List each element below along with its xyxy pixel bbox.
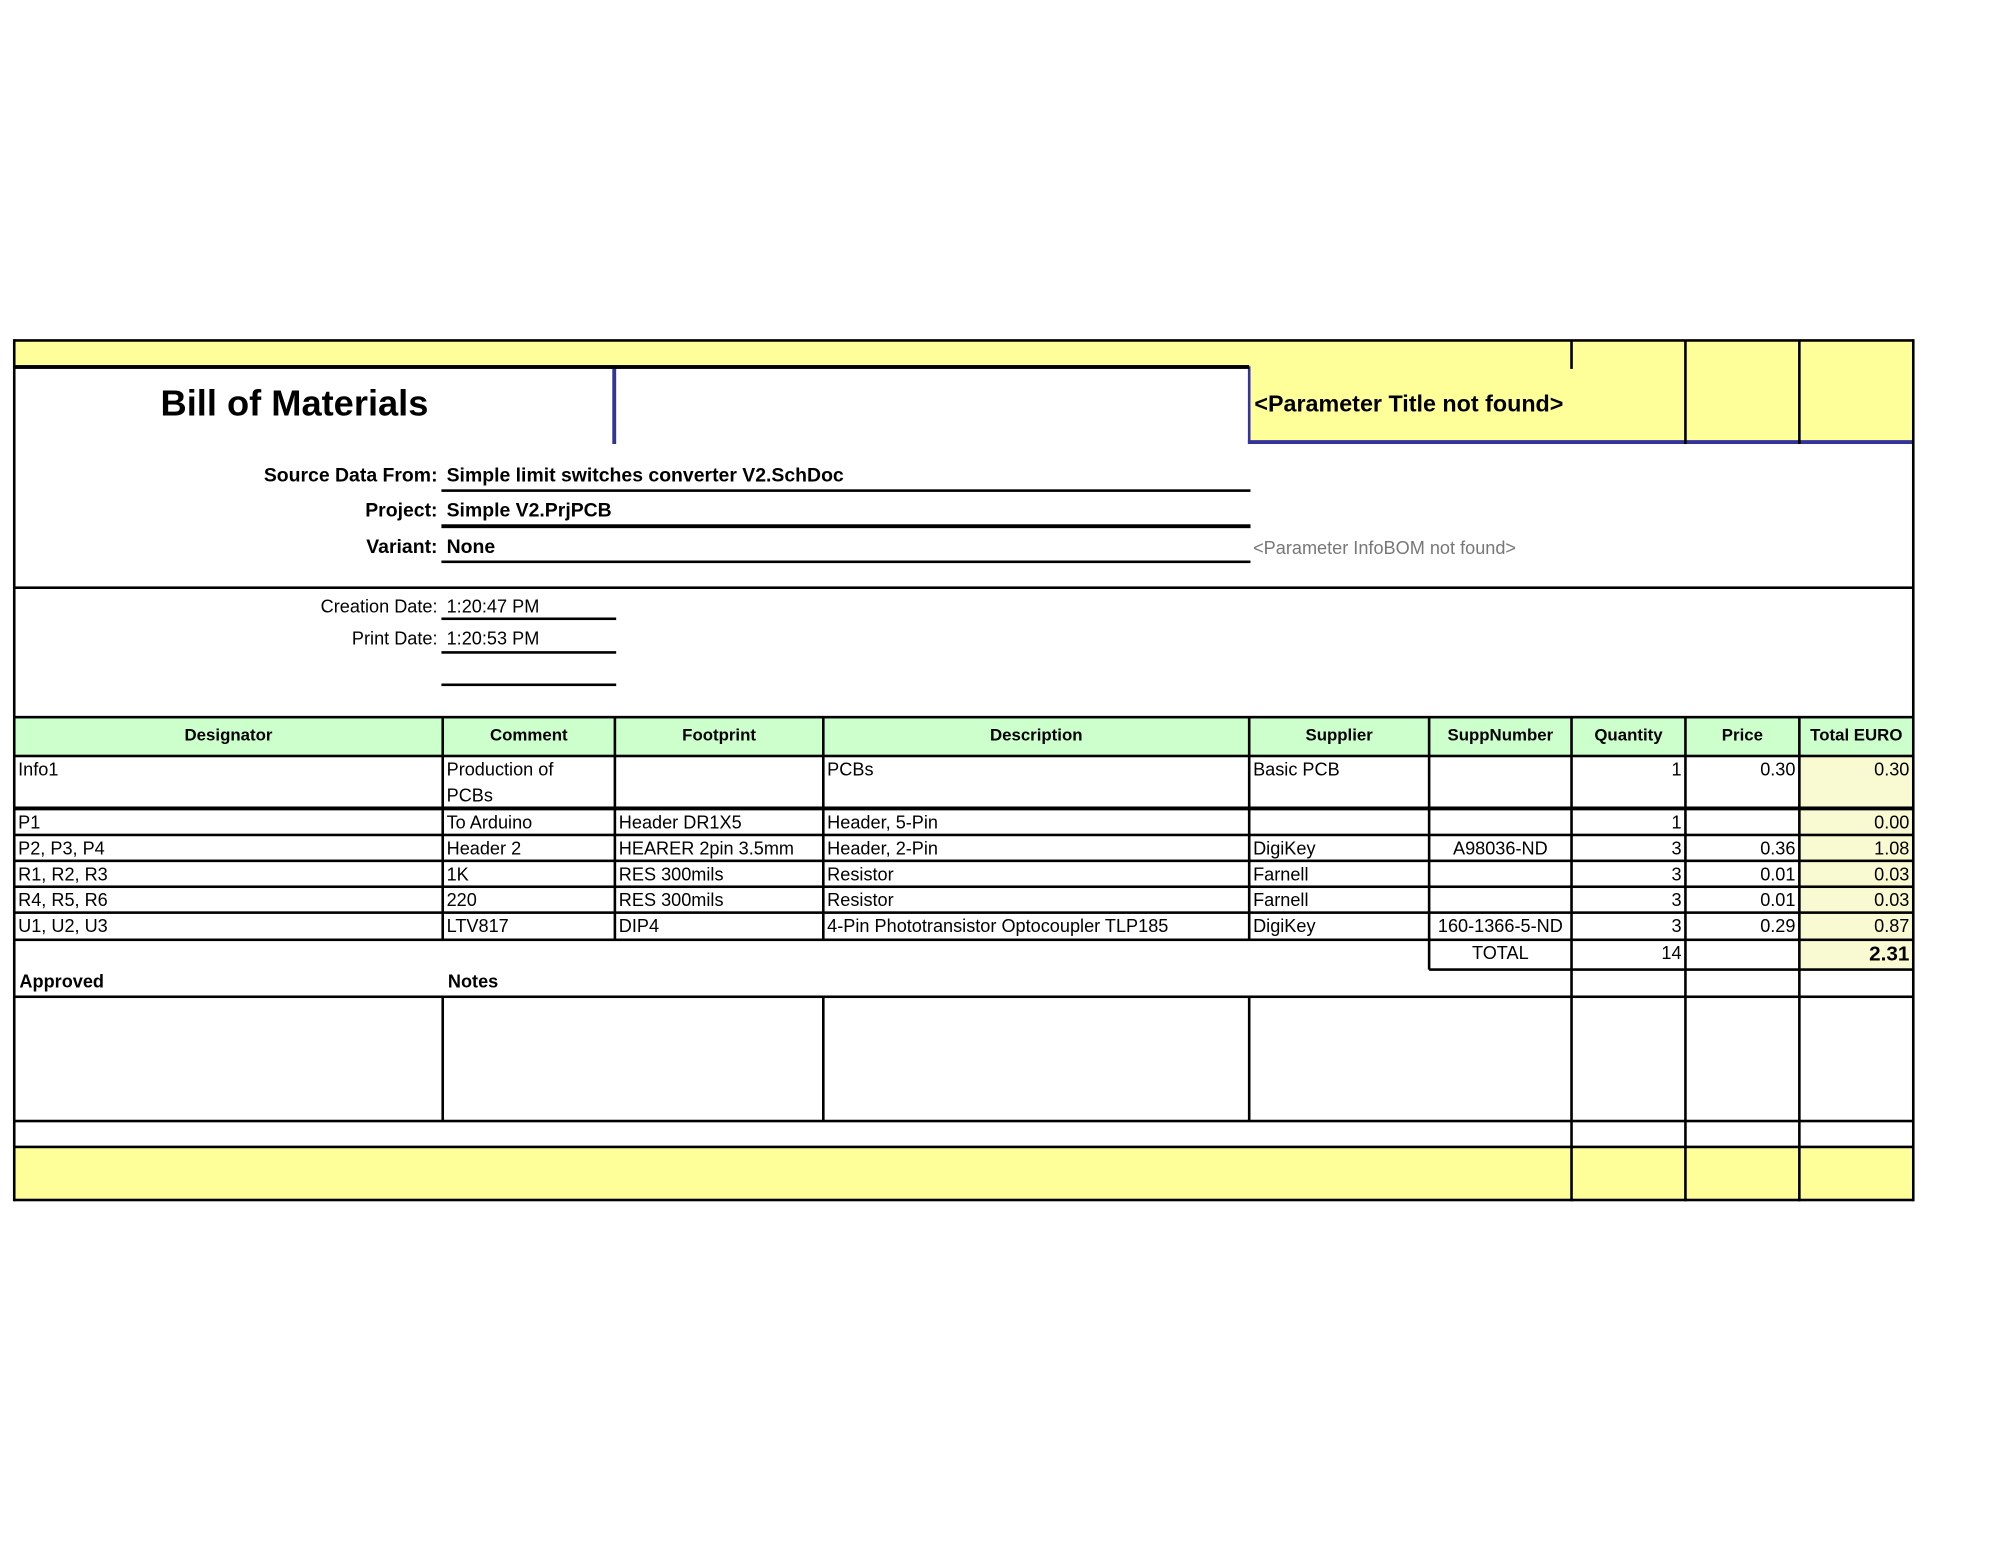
project-underline bbox=[441, 524, 1250, 528]
cell-footprint: HEARER 2pin 3.5mm bbox=[618, 837, 795, 859]
cell-supplier: Farnell bbox=[1253, 889, 1309, 911]
creation-underline bbox=[441, 617, 616, 620]
row-rule bbox=[14, 911, 1913, 914]
band-rule bbox=[1798, 340, 1801, 444]
column-header-designator: Designator bbox=[14, 717, 442, 756]
column-header-footprint: Footprint bbox=[615, 717, 823, 756]
project-value: Simple V2.PrjPCB bbox=[446, 499, 612, 522]
cell-price: 0.36 bbox=[1760, 837, 1796, 859]
title-divider bbox=[612, 368, 616, 444]
cell-footprint: Header DR1X5 bbox=[618, 811, 742, 833]
cell-price: 0.29 bbox=[1760, 915, 1796, 936]
column-header-quantity: Quantity bbox=[1572, 717, 1686, 756]
sheet-top-border bbox=[14, 339, 1913, 342]
cell-footprint: RES 300mils bbox=[618, 889, 724, 911]
sheet-bottom-border bbox=[14, 1199, 1913, 1202]
cell-suppnumber bbox=[1429, 809, 1571, 835]
cell-price: 0.01 bbox=[1760, 889, 1796, 911]
rows-bottom-rule bbox=[14, 939, 1913, 942]
sheet-right-border bbox=[1912, 339, 1915, 1201]
notes-bottom-rule bbox=[14, 1120, 1913, 1123]
cell-total: 1.08 bbox=[1799, 835, 1913, 861]
cell-suppnumber: A98036-ND bbox=[1452, 837, 1548, 859]
cell-price bbox=[1685, 809, 1799, 835]
cell-suppnumber: 160-1366-5-ND bbox=[1437, 915, 1563, 936]
source-underline bbox=[441, 489, 1250, 492]
cell-suppnumber bbox=[1429, 756, 1571, 809]
column-header-comment: Comment bbox=[443, 717, 615, 756]
cell-footprint: RES 300mils bbox=[618, 863, 724, 885]
right-column-rule bbox=[1798, 970, 1801, 1202]
right-column-rule bbox=[1684, 970, 1687, 1202]
row-rule bbox=[14, 834, 1913, 837]
notes-top-rule bbox=[14, 995, 1913, 998]
column-header-supplier: Supplier bbox=[1249, 717, 1429, 756]
source-label: Source Data From: bbox=[263, 464, 438, 487]
total-quantity: 14 bbox=[1661, 942, 1682, 964]
band-rule bbox=[1570, 340, 1573, 368]
section-divider bbox=[14, 586, 1913, 589]
cell-quantity: 1 bbox=[1671, 811, 1682, 833]
print-date-label: Print Date: bbox=[351, 627, 438, 649]
cell-suppnumber bbox=[1429, 887, 1571, 913]
cell-supplier: DigiKey bbox=[1253, 915, 1316, 936]
cell-total: 0.03 bbox=[1799, 887, 1913, 913]
column-rule bbox=[822, 717, 825, 940]
row-rule bbox=[14, 885, 1913, 888]
right-column-rule bbox=[1570, 970, 1573, 1202]
cell-suppnumber bbox=[1429, 861, 1571, 887]
parameter-title: <Parameter Title not found> bbox=[1254, 390, 1564, 417]
source-value: Simple limit switches converter V2.SchDoc bbox=[446, 464, 844, 487]
cell-quantity: 3 bbox=[1671, 915, 1682, 936]
cell-description: PCBs bbox=[827, 758, 874, 780]
cell-footprint: DIP4 bbox=[618, 915, 660, 936]
column-header-price: Price bbox=[1685, 717, 1799, 756]
header-bottom-rule bbox=[14, 755, 1913, 758]
cell-designator: P1 bbox=[18, 811, 41, 833]
cell-quantity: 3 bbox=[1671, 863, 1682, 885]
column-rule bbox=[1684, 717, 1687, 940]
cell-comment: To Arduino bbox=[446, 811, 533, 833]
cell-designator: U1, U2, U3 bbox=[18, 915, 108, 936]
cell-comment: Production of PCBs bbox=[446, 758, 554, 806]
notes-rule bbox=[822, 997, 825, 1121]
top-band bbox=[14, 340, 1913, 367]
cell-price: 0.01 bbox=[1760, 863, 1796, 885]
creation-date-label: Creation Date: bbox=[320, 595, 438, 617]
grand-total: 2.31 bbox=[1799, 940, 1913, 970]
column-header-total: Total EURO bbox=[1799, 717, 1913, 756]
cell-price: 0.30 bbox=[1760, 758, 1796, 780]
notes-label: Notes bbox=[447, 970, 499, 992]
title-top-rule bbox=[14, 365, 1249, 369]
sheet-left-border bbox=[13, 339, 16, 1201]
variant-underline bbox=[441, 561, 1250, 564]
column-header-description: Description bbox=[823, 717, 1249, 756]
cell-quantity: 3 bbox=[1671, 837, 1682, 859]
cell-total: 0.87 bbox=[1799, 913, 1913, 940]
column-rule bbox=[1570, 717, 1573, 940]
cell-description: Resistor bbox=[827, 863, 894, 885]
column-rule bbox=[1798, 717, 1801, 940]
column-header-suppnumber: SuppNumber bbox=[1429, 717, 1571, 756]
cell-designator: R4, R5, R6 bbox=[18, 889, 108, 911]
cell-total: 0.30 bbox=[1799, 756, 1913, 809]
totals-rule bbox=[1570, 940, 1573, 970]
cell-designator: R1, R2, R3 bbox=[18, 863, 108, 885]
notes-rule bbox=[441, 997, 444, 1121]
cell-description: Header, 5-Pin bbox=[827, 811, 939, 833]
cell-supplier bbox=[1249, 809, 1429, 835]
print-date-value: 1:20:53 PM bbox=[446, 627, 540, 649]
cell-comment: 1K bbox=[446, 863, 469, 885]
cell-comment: 220 bbox=[446, 889, 477, 911]
cell-comment: LTV817 bbox=[446, 915, 509, 936]
print-underline bbox=[441, 651, 616, 654]
total-label: TOTAL bbox=[1471, 942, 1529, 964]
totals-bottom-rule bbox=[1429, 968, 1913, 971]
cell-description: Header, 2-Pin bbox=[827, 837, 939, 859]
cell-supplier: DigiKey bbox=[1253, 837, 1316, 859]
notes-rule bbox=[1248, 997, 1251, 1121]
bottom-band bbox=[14, 1147, 1913, 1200]
creation-date-value: 1:20:47 PM bbox=[446, 595, 540, 617]
variant-label: Variant: bbox=[366, 535, 438, 558]
bottom-band-rule bbox=[14, 1146, 1913, 1149]
cell-designator: Info1 bbox=[18, 758, 59, 780]
column-rule bbox=[441, 717, 444, 940]
cell-supplier: Farnell bbox=[1253, 863, 1309, 885]
cell-supplier: Basic PCB bbox=[1253, 758, 1340, 780]
approved-label: Approved bbox=[19, 970, 105, 992]
totals-rule bbox=[1684, 940, 1687, 970]
cell-description: Resistor bbox=[827, 889, 894, 911]
column-rule bbox=[1428, 717, 1431, 940]
row-rule bbox=[14, 806, 1913, 810]
page-title: Bill of Materials bbox=[160, 383, 429, 424]
cell-total: 0.00 bbox=[1799, 809, 1913, 835]
column-rule bbox=[1248, 717, 1251, 940]
cell-comment: Header 2 bbox=[446, 837, 522, 859]
cell-total: 0.03 bbox=[1799, 861, 1913, 887]
column-rule bbox=[614, 717, 617, 940]
cell-description: 4-Pin Phototransistor Optocoupler TLP185 bbox=[827, 915, 1169, 936]
parameter-infobom: <Parameter InfoBOM not found> bbox=[1253, 537, 1517, 558]
header-top-rule bbox=[14, 716, 1913, 719]
cell-quantity: 1 bbox=[1671, 758, 1682, 780]
cell-designator: P2, P3, P4 bbox=[18, 837, 105, 859]
totals-rule bbox=[1428, 940, 1431, 970]
blank-underline bbox=[441, 683, 616, 686]
cell-quantity: 3 bbox=[1671, 889, 1682, 911]
project-label: Project: bbox=[365, 499, 438, 522]
totals-rule bbox=[1798, 940, 1801, 970]
row-rule bbox=[14, 860, 1913, 863]
variant-value: None bbox=[446, 535, 496, 558]
cell-footprint bbox=[615, 756, 823, 809]
band-rule bbox=[1684, 340, 1687, 444]
